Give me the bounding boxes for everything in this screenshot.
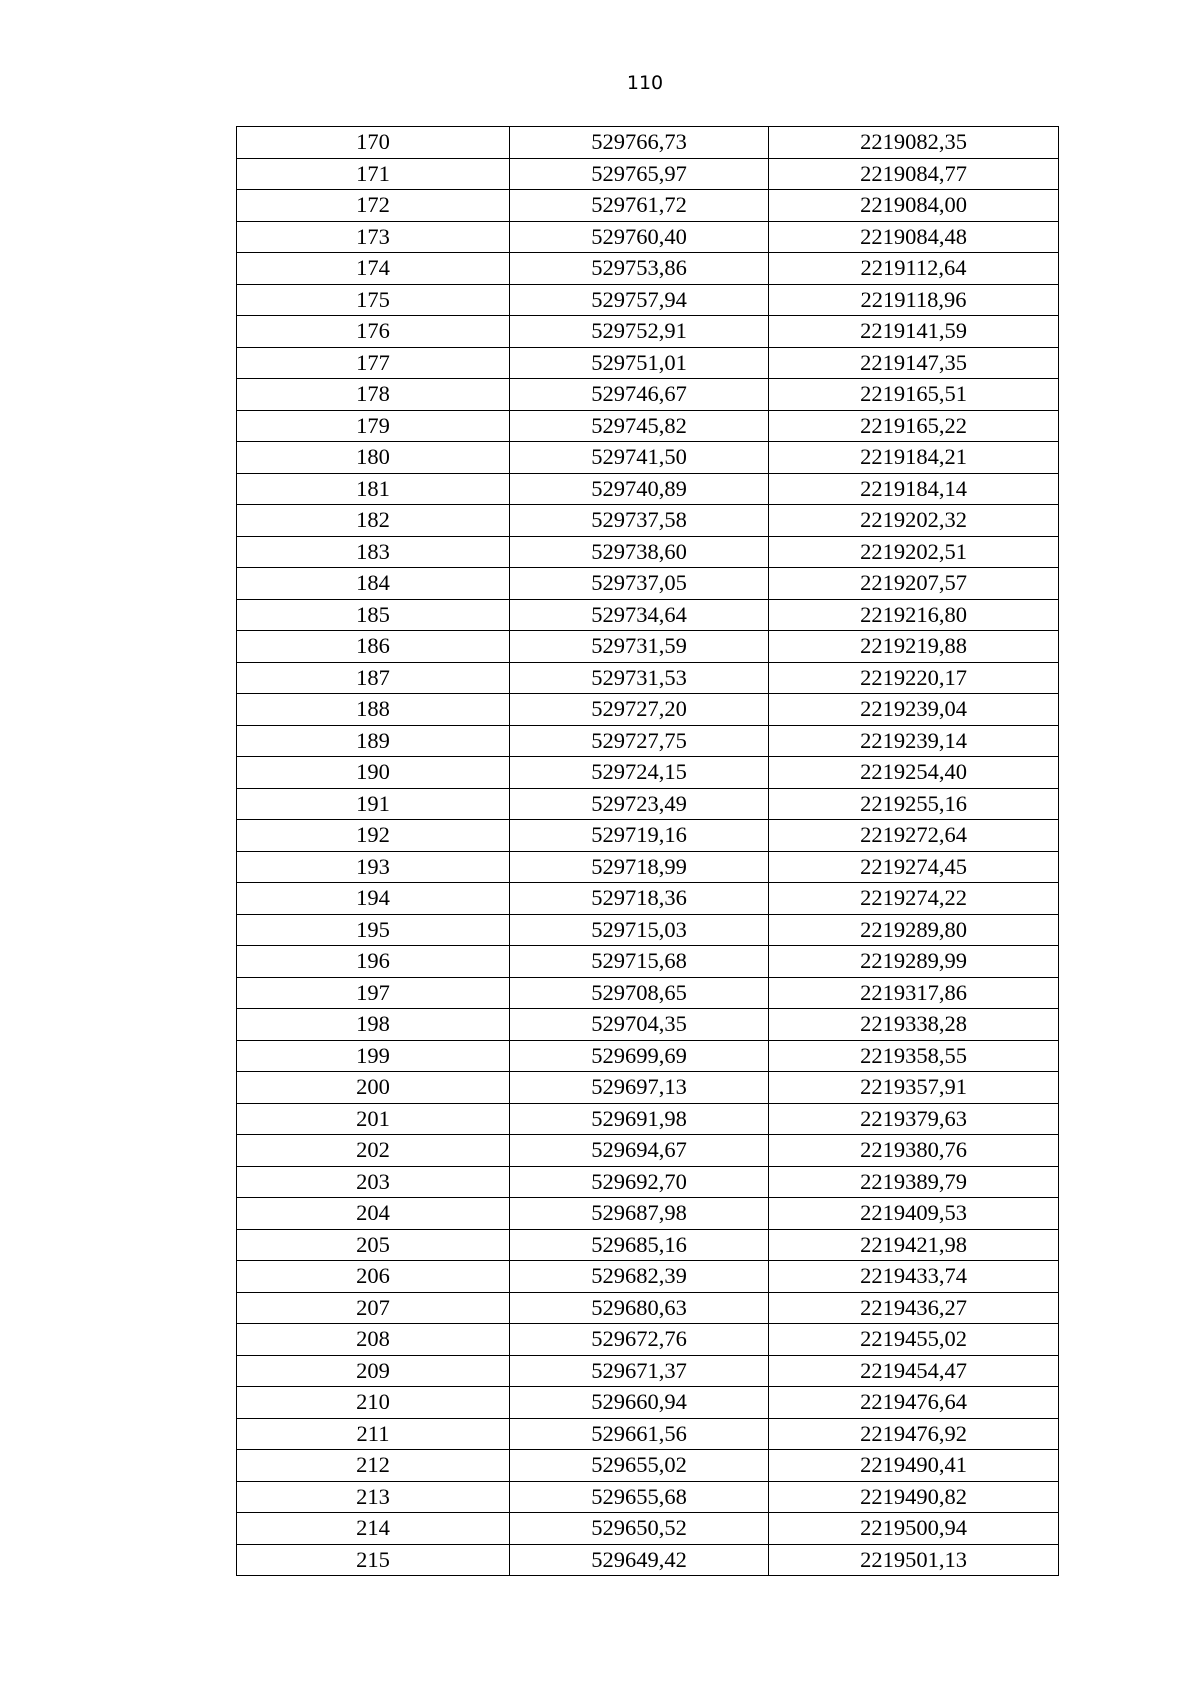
x-coordinate-cell: 529718,36 bbox=[510, 883, 769, 915]
point-number-cell: 198 bbox=[237, 1009, 510, 1041]
x-coordinate-cell: 529765,97 bbox=[510, 158, 769, 190]
x-coordinate-cell: 529694,67 bbox=[510, 1135, 769, 1167]
table-row bbox=[237, 1166, 1059, 1198]
point-number-cell: 190 bbox=[237, 757, 510, 789]
x-coordinate-cell: 529672,76 bbox=[510, 1324, 769, 1356]
x-coordinate-cell: 529727,20 bbox=[510, 694, 769, 726]
table-row bbox=[237, 694, 1059, 726]
y-coordinate-cell: 2219436,27 bbox=[769, 1292, 1059, 1324]
table-row bbox=[237, 442, 1059, 474]
x-coordinate-cell: 529715,68 bbox=[510, 946, 769, 978]
y-coordinate-cell: 2219141,59 bbox=[769, 316, 1059, 348]
table-row bbox=[237, 536, 1059, 568]
y-coordinate-cell: 2219165,51 bbox=[769, 379, 1059, 411]
table-row bbox=[237, 253, 1059, 285]
table-row bbox=[237, 1135, 1059, 1167]
table-row bbox=[237, 568, 1059, 600]
table-row bbox=[237, 1481, 1059, 1513]
table-row bbox=[237, 820, 1059, 852]
x-coordinate-cell: 529682,39 bbox=[510, 1261, 769, 1293]
point-number-cell: 183 bbox=[237, 536, 510, 568]
y-coordinate-cell: 2219207,57 bbox=[769, 568, 1059, 600]
x-coordinate-cell: 529699,69 bbox=[510, 1040, 769, 1072]
page-number: 110 bbox=[626, 72, 664, 94]
point-number-cell: 207 bbox=[237, 1292, 510, 1324]
x-coordinate-cell: 529685,16 bbox=[510, 1229, 769, 1261]
point-number-cell: 197 bbox=[237, 977, 510, 1009]
table-row bbox=[237, 158, 1059, 190]
table-row bbox=[237, 631, 1059, 663]
table-row bbox=[237, 1544, 1059, 1576]
point-number-cell: 194 bbox=[237, 883, 510, 915]
y-coordinate-cell: 2219202,51 bbox=[769, 536, 1059, 568]
y-coordinate-cell: 2219118,96 bbox=[769, 284, 1059, 316]
point-number-cell: 188 bbox=[237, 694, 510, 726]
x-coordinate-cell: 529752,91 bbox=[510, 316, 769, 348]
x-coordinate-cell: 529650,52 bbox=[510, 1513, 769, 1545]
table-row bbox=[237, 221, 1059, 253]
table-row bbox=[237, 1292, 1059, 1324]
table-row bbox=[237, 1009, 1059, 1041]
x-coordinate-cell: 529660,94 bbox=[510, 1387, 769, 1419]
x-coordinate-cell: 529745,82 bbox=[510, 410, 769, 442]
point-number-cell: 176 bbox=[237, 316, 510, 348]
table-row bbox=[237, 1198, 1059, 1230]
y-coordinate-cell: 2219239,04 bbox=[769, 694, 1059, 726]
y-coordinate-cell: 2219219,88 bbox=[769, 631, 1059, 663]
point-number-cell: 170 bbox=[237, 127, 510, 159]
y-coordinate-cell: 2219147,35 bbox=[769, 347, 1059, 379]
x-coordinate-cell: 529731,53 bbox=[510, 662, 769, 694]
y-coordinate-cell: 2219184,14 bbox=[769, 473, 1059, 505]
y-coordinate-cell: 2219358,55 bbox=[769, 1040, 1059, 1072]
x-coordinate-cell: 529753,86 bbox=[510, 253, 769, 285]
point-number-cell: 201 bbox=[237, 1103, 510, 1135]
y-coordinate-cell: 2219220,17 bbox=[769, 662, 1059, 694]
y-coordinate-cell: 2219421,98 bbox=[769, 1229, 1059, 1261]
coordinates-table bbox=[236, 126, 1059, 1576]
point-number-cell: 177 bbox=[237, 347, 510, 379]
x-coordinate-cell: 529766,73 bbox=[510, 127, 769, 159]
table-row bbox=[237, 725, 1059, 757]
y-coordinate-cell: 2219084,77 bbox=[769, 158, 1059, 190]
y-coordinate-cell: 2219254,40 bbox=[769, 757, 1059, 789]
point-number-cell: 206 bbox=[237, 1261, 510, 1293]
point-number-cell: 204 bbox=[237, 1198, 510, 1230]
x-coordinate-cell: 529655,68 bbox=[510, 1481, 769, 1513]
table-row bbox=[237, 1324, 1059, 1356]
y-coordinate-cell: 2219084,00 bbox=[769, 190, 1059, 222]
y-coordinate-cell: 2219202,32 bbox=[769, 505, 1059, 537]
point-number-cell: 205 bbox=[237, 1229, 510, 1261]
point-number-cell: 175 bbox=[237, 284, 510, 316]
y-coordinate-cell: 2219255,16 bbox=[769, 788, 1059, 820]
x-coordinate-cell: 529757,94 bbox=[510, 284, 769, 316]
point-number-cell: 181 bbox=[237, 473, 510, 505]
y-coordinate-cell: 2219239,14 bbox=[769, 725, 1059, 757]
table-row bbox=[237, 1355, 1059, 1387]
point-number-cell: 212 bbox=[237, 1450, 510, 1482]
table-row bbox=[237, 473, 1059, 505]
point-number-cell: 199 bbox=[237, 1040, 510, 1072]
table-row bbox=[237, 1103, 1059, 1135]
point-number-cell: 185 bbox=[237, 599, 510, 631]
point-number-cell: 174 bbox=[237, 253, 510, 285]
y-coordinate-cell: 2219184,21 bbox=[769, 442, 1059, 474]
table-row bbox=[237, 1261, 1059, 1293]
table-row bbox=[237, 757, 1059, 789]
x-coordinate-cell: 529761,72 bbox=[510, 190, 769, 222]
point-number-cell: 208 bbox=[237, 1324, 510, 1356]
y-coordinate-cell: 2219433,74 bbox=[769, 1261, 1059, 1293]
table-row bbox=[237, 1387, 1059, 1419]
y-coordinate-cell: 2219274,45 bbox=[769, 851, 1059, 883]
table-row bbox=[237, 1450, 1059, 1482]
x-coordinate-cell: 529740,89 bbox=[510, 473, 769, 505]
x-coordinate-cell: 529751,01 bbox=[510, 347, 769, 379]
y-coordinate-cell: 2219216,80 bbox=[769, 599, 1059, 631]
point-number-cell: 182 bbox=[237, 505, 510, 537]
table-row bbox=[237, 851, 1059, 883]
y-coordinate-cell: 2219380,76 bbox=[769, 1135, 1059, 1167]
point-number-cell: 213 bbox=[237, 1481, 510, 1513]
table-row bbox=[237, 788, 1059, 820]
point-number-cell: 203 bbox=[237, 1166, 510, 1198]
table-row bbox=[237, 316, 1059, 348]
table-row bbox=[237, 599, 1059, 631]
x-coordinate-cell: 529715,03 bbox=[510, 914, 769, 946]
table-row bbox=[237, 505, 1059, 537]
x-coordinate-cell: 529737,58 bbox=[510, 505, 769, 537]
point-number-cell: 192 bbox=[237, 820, 510, 852]
table-row bbox=[237, 1072, 1059, 1104]
point-number-cell: 173 bbox=[237, 221, 510, 253]
point-number-cell: 186 bbox=[237, 631, 510, 663]
x-coordinate-cell: 529738,60 bbox=[510, 536, 769, 568]
x-coordinate-cell: 529734,64 bbox=[510, 599, 769, 631]
point-number-cell: 209 bbox=[237, 1355, 510, 1387]
y-coordinate-cell: 2219272,64 bbox=[769, 820, 1059, 852]
point-number-cell: 191 bbox=[237, 788, 510, 820]
x-coordinate-cell: 529704,35 bbox=[510, 1009, 769, 1041]
y-coordinate-cell: 2219490,82 bbox=[769, 1481, 1059, 1513]
y-coordinate-cell: 2219274,22 bbox=[769, 883, 1059, 915]
y-coordinate-cell: 2219409,53 bbox=[769, 1198, 1059, 1230]
table-row bbox=[237, 190, 1059, 222]
y-coordinate-cell: 2219357,91 bbox=[769, 1072, 1059, 1104]
table-row bbox=[237, 883, 1059, 915]
x-coordinate-cell: 529655,02 bbox=[510, 1450, 769, 1482]
coordinates-table-body bbox=[237, 127, 1059, 1576]
point-number-cell: 215 bbox=[237, 1544, 510, 1576]
x-coordinate-cell: 529723,49 bbox=[510, 788, 769, 820]
point-number-cell: 187 bbox=[237, 662, 510, 694]
y-coordinate-cell: 2219476,92 bbox=[769, 1418, 1059, 1450]
y-coordinate-cell: 2219500,94 bbox=[769, 1513, 1059, 1545]
point-number-cell: 178 bbox=[237, 379, 510, 411]
point-number-cell: 180 bbox=[237, 442, 510, 474]
table-row bbox=[237, 127, 1059, 159]
x-coordinate-cell: 529724,15 bbox=[510, 757, 769, 789]
x-coordinate-cell: 529680,63 bbox=[510, 1292, 769, 1324]
y-coordinate-cell: 2219338,28 bbox=[769, 1009, 1059, 1041]
table-row bbox=[237, 914, 1059, 946]
point-number-cell: 195 bbox=[237, 914, 510, 946]
point-number-cell: 211 bbox=[237, 1418, 510, 1450]
table-row bbox=[237, 662, 1059, 694]
point-number-cell: 193 bbox=[237, 851, 510, 883]
x-coordinate-cell: 529671,37 bbox=[510, 1355, 769, 1387]
y-coordinate-cell: 2219289,80 bbox=[769, 914, 1059, 946]
x-coordinate-cell: 529727,75 bbox=[510, 725, 769, 757]
table-row bbox=[237, 284, 1059, 316]
y-coordinate-cell: 2219455,02 bbox=[769, 1324, 1059, 1356]
x-coordinate-cell: 529687,98 bbox=[510, 1198, 769, 1230]
y-coordinate-cell: 2219454,47 bbox=[769, 1355, 1059, 1387]
x-coordinate-cell: 529737,05 bbox=[510, 568, 769, 600]
point-number-cell: 172 bbox=[237, 190, 510, 222]
x-coordinate-cell: 529708,65 bbox=[510, 977, 769, 1009]
table-row bbox=[237, 1229, 1059, 1261]
point-number-cell: 189 bbox=[237, 725, 510, 757]
y-coordinate-cell: 2219289,99 bbox=[769, 946, 1059, 978]
table-row bbox=[237, 379, 1059, 411]
x-coordinate-cell: 529661,56 bbox=[510, 1418, 769, 1450]
point-number-cell: 171 bbox=[237, 158, 510, 190]
y-coordinate-cell: 2219476,64 bbox=[769, 1387, 1059, 1419]
table-row bbox=[237, 410, 1059, 442]
y-coordinate-cell: 2219082,35 bbox=[769, 127, 1059, 159]
x-coordinate-cell: 529691,98 bbox=[510, 1103, 769, 1135]
y-coordinate-cell: 2219379,63 bbox=[769, 1103, 1059, 1135]
point-number-cell: 184 bbox=[237, 568, 510, 600]
y-coordinate-cell: 2219084,48 bbox=[769, 221, 1059, 253]
table-row bbox=[237, 1040, 1059, 1072]
x-coordinate-cell: 529741,50 bbox=[510, 442, 769, 474]
y-coordinate-cell: 2219501,13 bbox=[769, 1544, 1059, 1576]
table-row bbox=[237, 1513, 1059, 1545]
point-number-cell: 196 bbox=[237, 946, 510, 978]
x-coordinate-cell: 529692,70 bbox=[510, 1166, 769, 1198]
x-coordinate-cell: 529760,40 bbox=[510, 221, 769, 253]
x-coordinate-cell: 529718,99 bbox=[510, 851, 769, 883]
y-coordinate-cell: 2219112,64 bbox=[769, 253, 1059, 285]
y-coordinate-cell: 2219389,79 bbox=[769, 1166, 1059, 1198]
x-coordinate-cell: 529719,16 bbox=[510, 820, 769, 852]
table-row bbox=[237, 347, 1059, 379]
point-number-cell: 179 bbox=[237, 410, 510, 442]
y-coordinate-cell: 2219165,22 bbox=[769, 410, 1059, 442]
point-number-cell: 214 bbox=[237, 1513, 510, 1545]
x-coordinate-cell: 529697,13 bbox=[510, 1072, 769, 1104]
x-coordinate-cell: 529746,67 bbox=[510, 379, 769, 411]
table-row bbox=[237, 977, 1059, 1009]
table-row bbox=[237, 946, 1059, 978]
x-coordinate-cell: 529649,42 bbox=[510, 1544, 769, 1576]
point-number-cell: 210 bbox=[237, 1387, 510, 1419]
x-coordinate-cell: 529731,59 bbox=[510, 631, 769, 663]
y-coordinate-cell: 2219317,86 bbox=[769, 977, 1059, 1009]
table-row bbox=[237, 1418, 1059, 1450]
point-number-cell: 200 bbox=[237, 1072, 510, 1104]
y-coordinate-cell: 2219490,41 bbox=[769, 1450, 1059, 1482]
point-number-cell: 202 bbox=[237, 1135, 510, 1167]
